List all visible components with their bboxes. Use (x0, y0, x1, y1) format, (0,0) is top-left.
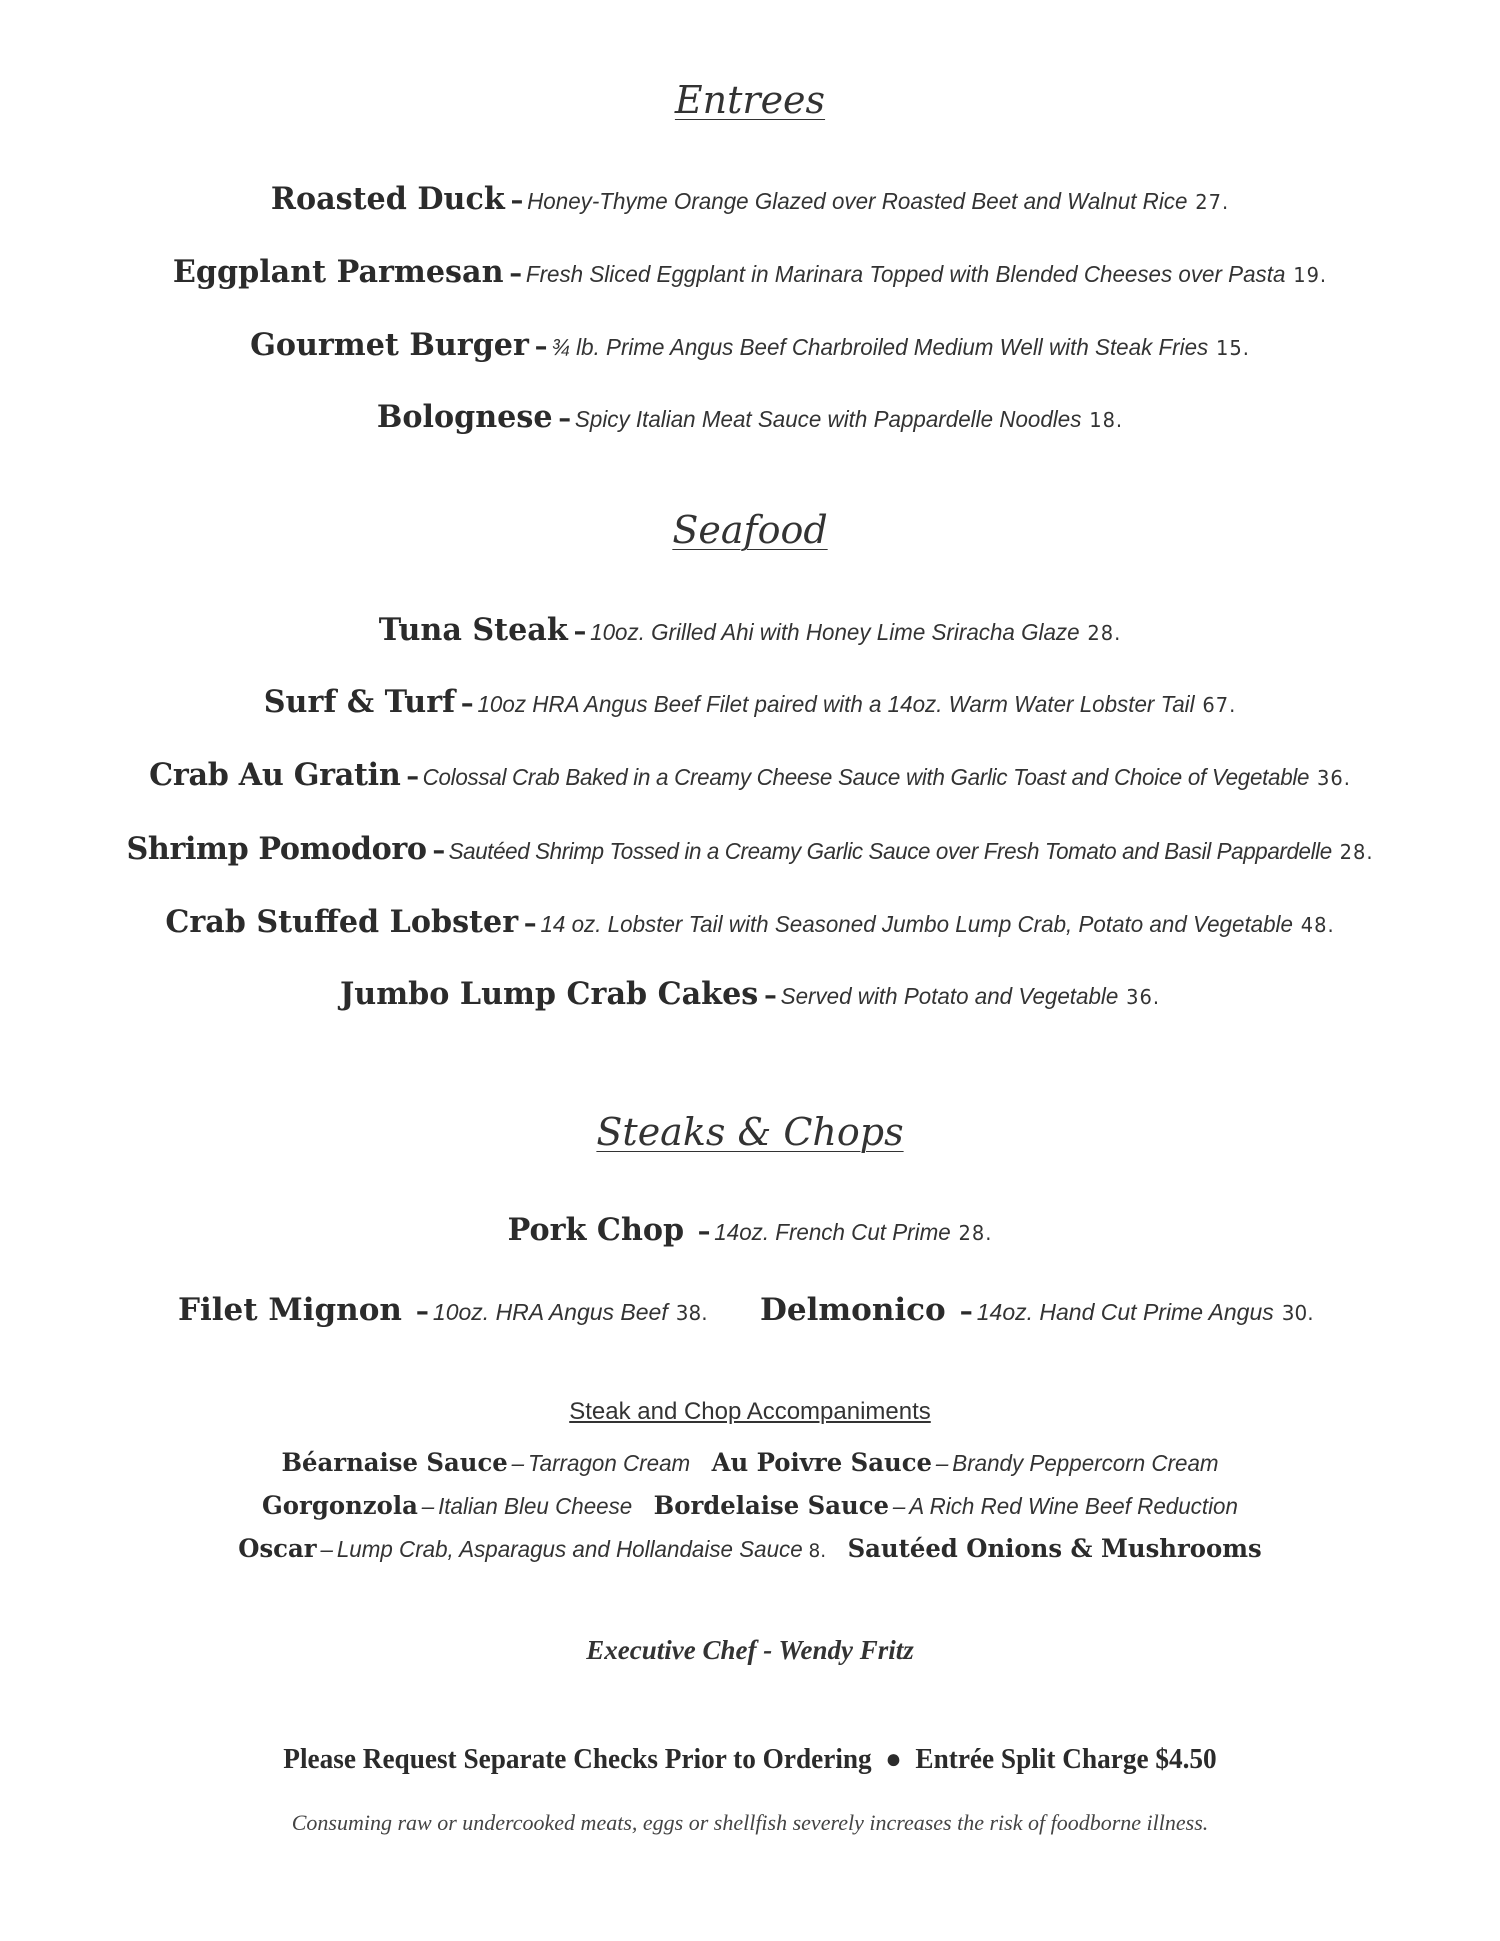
menu-item-pork-chop: Pork Chop – 14oz. French Cut Prime 28. (507, 1212, 993, 1248)
item-description: Fresh Sliced Eggplant in Marinara Topped with Blended Cheeses over Pasta (525, 261, 1286, 287)
item-description: Honey-Thyme Orange Glazed over Roasted Beet and Walnut Rice (527, 188, 1188, 214)
accompaniment-description: Lump Crab, Asparagus and Hollandaise Sauce (336, 1536, 803, 1562)
item-price: 28. (958, 1221, 993, 1245)
menu-item-eggplant-parmesan: Eggplant Parmesan – Fresh Sliced Eggplant in Marinara Topped with Blended Cheeses over Pasta 19. (172, 254, 1328, 290)
item-name: Roasted Duck (270, 181, 505, 217)
accompaniments-row-3: Oscar – Lump Crab, Asparagus and Hollandaise Sauce 8. Sautéed Onions & Mushrooms (238, 1534, 1262, 1563)
item-description: ¾ lb. Prime Angus Beef Charbroiled Medium Well with Steak Fries (551, 334, 1209, 360)
item-name: Jumbo Lump Crab Cakes (339, 976, 759, 1012)
menu-item-shrimp-pomodoro: Shrimp Pomodoro – Sautéed Shrimp Tossed in a Creamy Garlic Sauce over Fresh Tomato and Basil Pappardelle 28. (126, 831, 1374, 867)
item-price: 48. (1300, 913, 1335, 937)
item-price: 15. (1216, 336, 1250, 360)
accompaniment-name: Oscar (238, 1534, 317, 1563)
menu-item-bolognese: Bolognese – Spicy Italian Meat Sauce with Pappardelle Noodles 18. (376, 399, 1124, 435)
accompaniments-row-2: Gorgonzola – Italian Bleu Cheese Bordelaise Sauce – A Rich Red Wine Beef Reduction (262, 1491, 1238, 1520)
bullet-separator: ● (885, 1744, 902, 1775)
entrees-heading: Entrees (674, 78, 826, 122)
item-name: Crab Stuffed Lobster (165, 904, 519, 940)
item-description: 10oz HRA Angus Beef Filet paired with a 14oz. Warm Water Lobster Tail (477, 691, 1195, 717)
item-price: 36. (1316, 766, 1351, 790)
accompaniment-description: A Rich Red Wine Beef Reduction (909, 1493, 1238, 1519)
menu-item-filet-mignon: Filet Mignon – 10oz. HRA Angus Beef 38. (178, 1292, 708, 1328)
item-price: 67. (1202, 693, 1237, 717)
item-description: Colossal Crab Baked in a Creamy Cheese Sauce with Garlic Toast and Choice of Vegetable (422, 764, 1310, 790)
item-name: Crab Au Gratin (149, 757, 401, 793)
item-name: Bolognese (376, 399, 553, 435)
accompaniments-row-1: Béarnaise Sauce – Tarragon Cream Au Poivre Sauce – Brandy Peppercorn Cream (281, 1448, 1219, 1477)
health-warning: Consuming raw or undercooked meats, eggs or shellfish severely increases the risk of foodborne illness. (291, 1810, 1209, 1835)
menu-item-surf-turf: Surf & Turf – 10oz HRA Angus Beef Filet paired with a 14oz. Warm Water Lobster Tail 67. (263, 684, 1237, 720)
item-name: Filet Mignon (178, 1292, 402, 1328)
item-name: Shrimp Pomodoro (126, 831, 427, 867)
item-price: 30. (1281, 1301, 1314, 1325)
item-description: 14 oz. Lobster Tail with Seasoned Jumbo Lump Crab, Potato and Vegetable (540, 911, 1293, 937)
item-description: Spicy Italian Meat Sauce with Pappardelle Noodles (574, 406, 1082, 432)
separate-checks-notice: Please Request Separate Checks Prior to Ordering (283, 1744, 872, 1775)
item-description: 10oz. Grilled Ahi with Honey Lime Sriracha Glaze (590, 619, 1080, 645)
menu-item-roasted-duck: Roasted Duck – Honey-Thyme Orange Glazed over Roasted Beet and Walnut Rice 27. (270, 181, 1230, 217)
accompaniment-name: Gorgonzola (262, 1491, 418, 1520)
menu-item-jumbo-lump-crab-cakes: Jumbo Lump Crab Cakes – Served with Potato and Vegetable 36. (339, 976, 1161, 1012)
ordering-notice (20, 1744, 1480, 1776)
menu-item-crab-stuffed-lobster: Crab Stuffed Lobster – 14 oz. Lobster Tail with Seasoned Jumbo Lump Crab, Potato and Vegetable 48. (165, 904, 1335, 940)
accompaniments-heading: Steak and Chop Accompaniments (569, 1398, 931, 1425)
item-description: Sautéed Shrimp Tossed in a Creamy Garlic Sauce over Fresh Tomato and Basil Pappardelle (448, 838, 1332, 864)
seafood-heading: Seafood (672, 508, 828, 552)
executive-chef-credit: Executive Chef - Wendy Fritz (586, 1635, 914, 1665)
menu-item-gourmet-burger: Gourmet Burger – ¾ lb. Prime Angus Beef Charbroiled Medium Well with Steak Fries 15. (250, 327, 1250, 363)
item-name: Tuna Steak (378, 612, 568, 648)
item-price: 19. (1293, 263, 1328, 287)
accompaniment-description: Brandy Peppercorn Cream (952, 1450, 1219, 1476)
item-description: 10oz. HRA Angus Beef (432, 1299, 668, 1325)
item-description: Served with Potato and Vegetable (780, 983, 1119, 1009)
item-name: Eggplant Parmesan (172, 254, 504, 290)
item-price: 38. (675, 1301, 708, 1325)
menu-item-delmonico: Delmonico – 14oz. Hand Cut Prime Angus 30. (760, 1292, 1314, 1328)
split-charge-notice: Entrée Split Charge $4.50 (915, 1744, 1217, 1775)
accompaniment-name: Au Poivre Sauce (711, 1448, 933, 1477)
accompaniment-name: Bordelaise Sauce (653, 1491, 890, 1520)
accompaniment-description: Italian Bleu Cheese (438, 1493, 633, 1519)
accompaniment-price: 8. (808, 1540, 827, 1562)
item-price: 18. (1089, 408, 1124, 432)
item-price: 36. (1126, 985, 1161, 1009)
item-name: Gourmet Burger (250, 327, 529, 363)
item-name: Delmonico (760, 1292, 946, 1328)
item-description: 14oz. Hand Cut Prime Angus (976, 1299, 1274, 1325)
item-price: 27. (1195, 190, 1230, 214)
item-price: 28. (1087, 621, 1122, 645)
item-name: Pork Chop (507, 1212, 685, 1248)
menu-item-tuna-steak: Tuna Steak – 10oz. Grilled Ahi with Honey Lime Sriracha Glaze 28. (378, 612, 1122, 648)
item-description: 14oz. French Cut Prime (714, 1219, 951, 1245)
steaks-chops-heading: Steaks & Chops (596, 1110, 904, 1154)
menu-item-crab-au-gratin: Crab Au Gratin – Colossal Crab Baked in a Creamy Cheese Sauce with Garlic Toast and Choice of Vegetable 36. (149, 757, 1351, 793)
accompaniment-description: Tarragon Cream (528, 1450, 691, 1476)
accompaniment-name: Sautéed Onions & Mushrooms (847, 1534, 1262, 1563)
accompaniment-name: Béarnaise Sauce (281, 1448, 508, 1477)
item-price: 28. (1339, 840, 1374, 864)
item-name: Surf & Turf (263, 684, 456, 720)
